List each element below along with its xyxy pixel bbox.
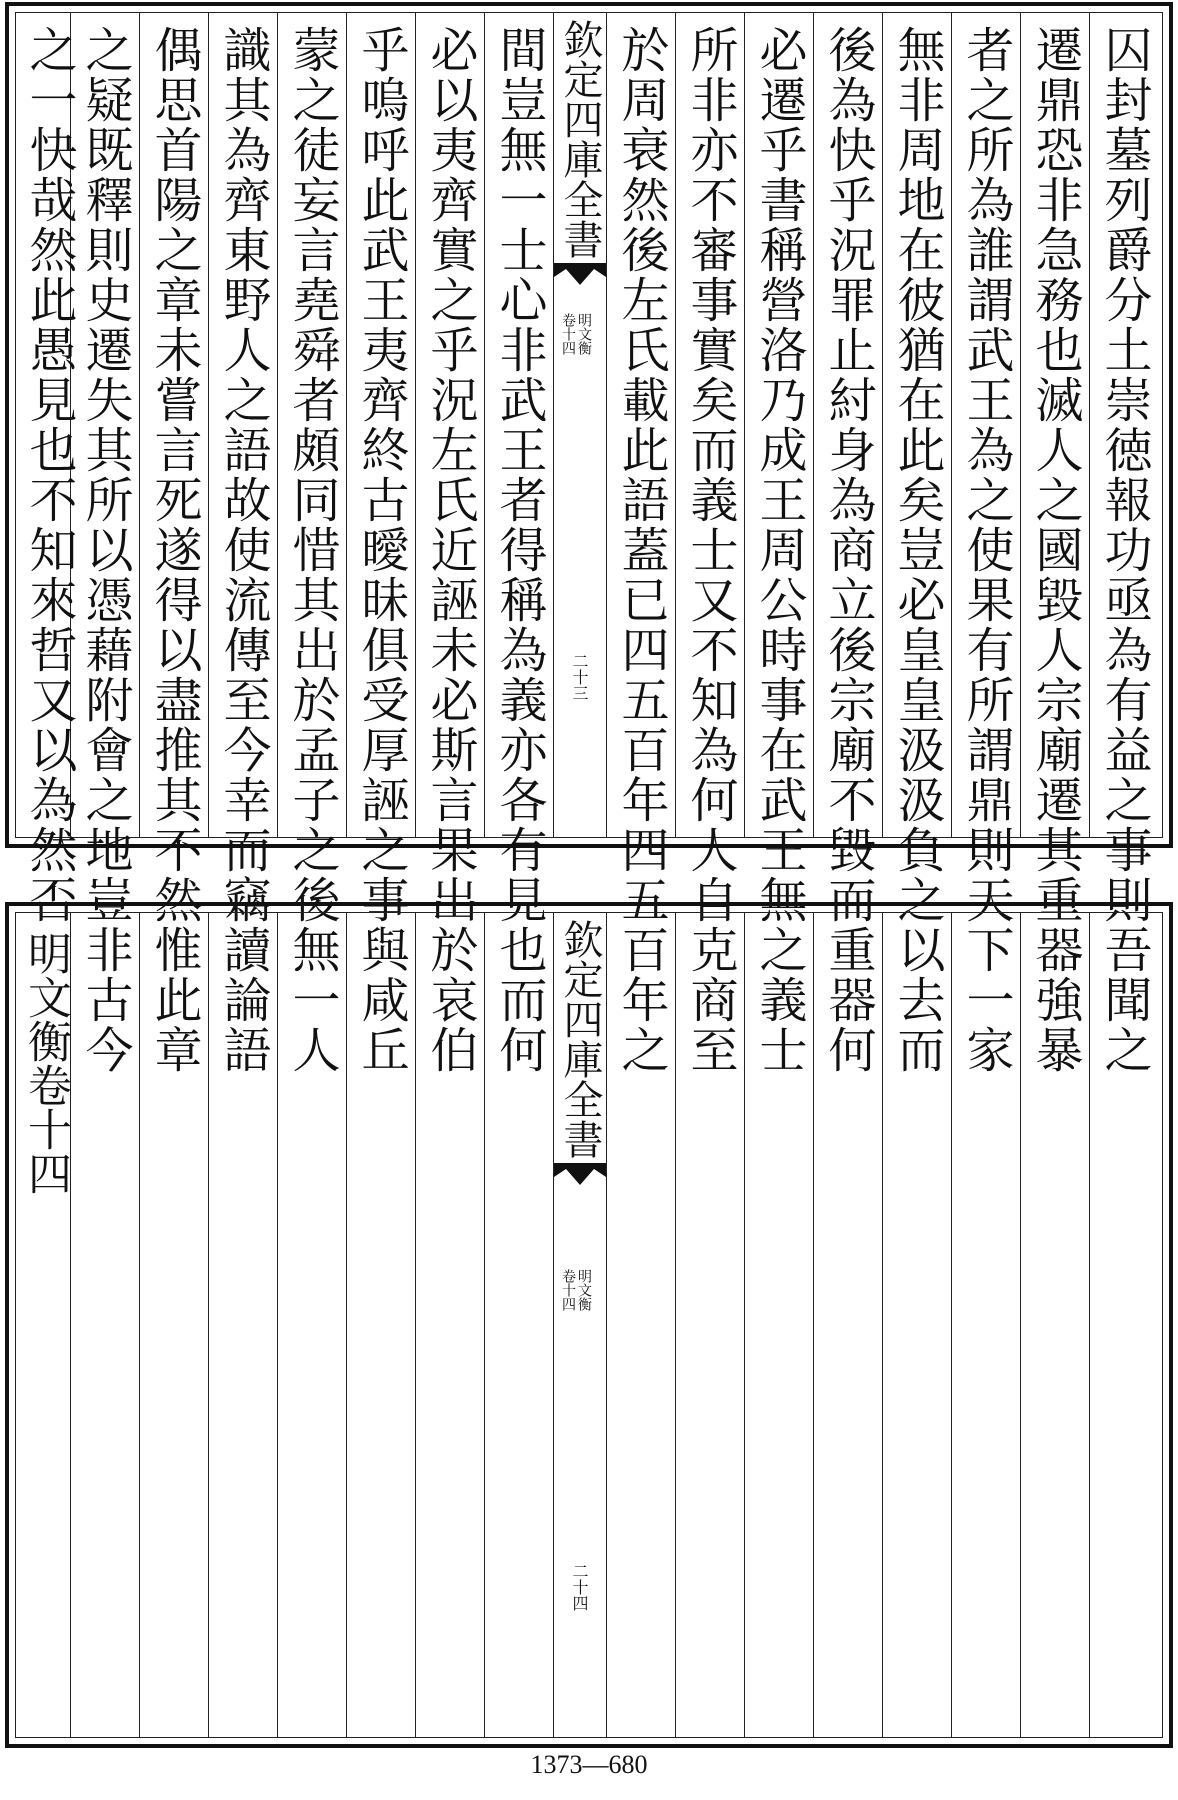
empty-column xyxy=(415,913,483,1737)
text-column xyxy=(484,13,552,1075)
center-title: 欽定四庫全書 xyxy=(554,19,606,266)
volume-end-title: 明文衡卷十四 xyxy=(20,931,71,1195)
empty-column xyxy=(675,913,743,1737)
column-text: 遷鼎恐非急務也滅人之國毀人宗廟遷其重器強暴 xyxy=(1027,25,1083,1075)
column-text: 之疑既釋則史遷失其所以憑藉附會之地豈非古今 xyxy=(77,25,133,1075)
column-text: 蒙之徒妄言堯舜者頗同惜其出於孟子之後無一人 xyxy=(284,25,340,1075)
text-column xyxy=(882,13,950,1075)
text-column xyxy=(1020,13,1088,1075)
center-fold-column xyxy=(553,13,607,837)
empty-column xyxy=(1089,913,1157,1737)
column-text: 者之所為誰謂武王為之使果有所謂鼎則天下一家 xyxy=(958,25,1014,1075)
text-column xyxy=(415,13,483,1075)
center-title: 欽定四庫全書 xyxy=(554,919,606,1166)
text-column xyxy=(15,913,70,1737)
empty-column xyxy=(346,913,414,1737)
empty-column xyxy=(882,913,950,1737)
column-text: 囚封墓列爵分土崇徳報功亟為有益之事則吾聞之 xyxy=(1096,25,1152,1075)
text-column xyxy=(346,13,414,1075)
column-text: 必遷乎書稱營洛乃成王周公時事在武王無之義士 xyxy=(751,25,807,1075)
column-text: 後為快乎況罪止紂身為商立後宗廟不毀而重器何 xyxy=(820,25,876,1075)
page-footer-number: 1373—680 xyxy=(530,1750,648,1779)
empty-column xyxy=(139,913,207,1737)
text-column xyxy=(606,13,674,1075)
center-book: 明文衡 xyxy=(576,313,592,355)
bottom-page-frame xyxy=(15,912,1163,1738)
text-column xyxy=(813,13,881,1075)
text-column xyxy=(139,13,207,1075)
column-text: 乎嗚呼此武王夷齊終古曖昧俱受厚誣之事與咸丘 xyxy=(353,25,409,1075)
bottom-page xyxy=(5,902,1173,1748)
fishtail-mark-icon xyxy=(554,263,606,289)
text-column xyxy=(15,13,77,925)
empty-column xyxy=(484,913,552,1737)
empty-column xyxy=(208,913,276,1737)
center-volume: 卷十四 xyxy=(560,1269,576,1311)
empty-column xyxy=(1020,913,1088,1737)
center-page-number: 二十三 xyxy=(570,653,589,701)
center-book: 明文衡 xyxy=(576,1269,592,1311)
column-text: 之一快哉然此愚見也不知來哲又以為然否 xyxy=(21,25,77,925)
empty-column xyxy=(951,913,1019,1737)
column-text: 間豈無一士心非武王者得稱為義亦各有見也而何 xyxy=(491,25,547,1075)
empty-column xyxy=(277,913,345,1737)
column-text: 所非亦不審事實矣而義士又不知為何人自克商至 xyxy=(682,25,738,1075)
empty-column xyxy=(606,913,674,1737)
column-text: 無非周地在彼猶在此矣豈必皇皇汲汲負之以去而 xyxy=(889,25,945,1075)
center-fold-column xyxy=(553,913,607,1737)
column-text: 識其為齊東野人之語故使流傳至今幸而竊讀論語 xyxy=(215,25,271,1075)
text-column xyxy=(1089,13,1157,1075)
text-column xyxy=(277,13,345,1075)
column-text: 必以夷齊實之乎況左氏近誣未必斯言果出於哀伯 xyxy=(422,25,478,1075)
text-column xyxy=(951,13,1019,1075)
empty-column xyxy=(813,913,881,1737)
text-column xyxy=(208,13,276,1075)
text-column xyxy=(675,13,743,1075)
column-text: 偶思首陽之章未嘗言死遂得以盡推其不然惟此章 xyxy=(146,25,202,1075)
empty-column xyxy=(744,913,812,1737)
text-column xyxy=(744,13,812,1075)
center-volume: 卷十四 xyxy=(560,313,576,355)
center-page-number: 二十四 xyxy=(570,1563,589,1611)
column-text: 於周衰然後左氏載此語蓋已四五百年四五百年之 xyxy=(613,25,669,1075)
text-column xyxy=(70,913,138,1737)
fishtail-mark-icon xyxy=(554,1163,606,1189)
